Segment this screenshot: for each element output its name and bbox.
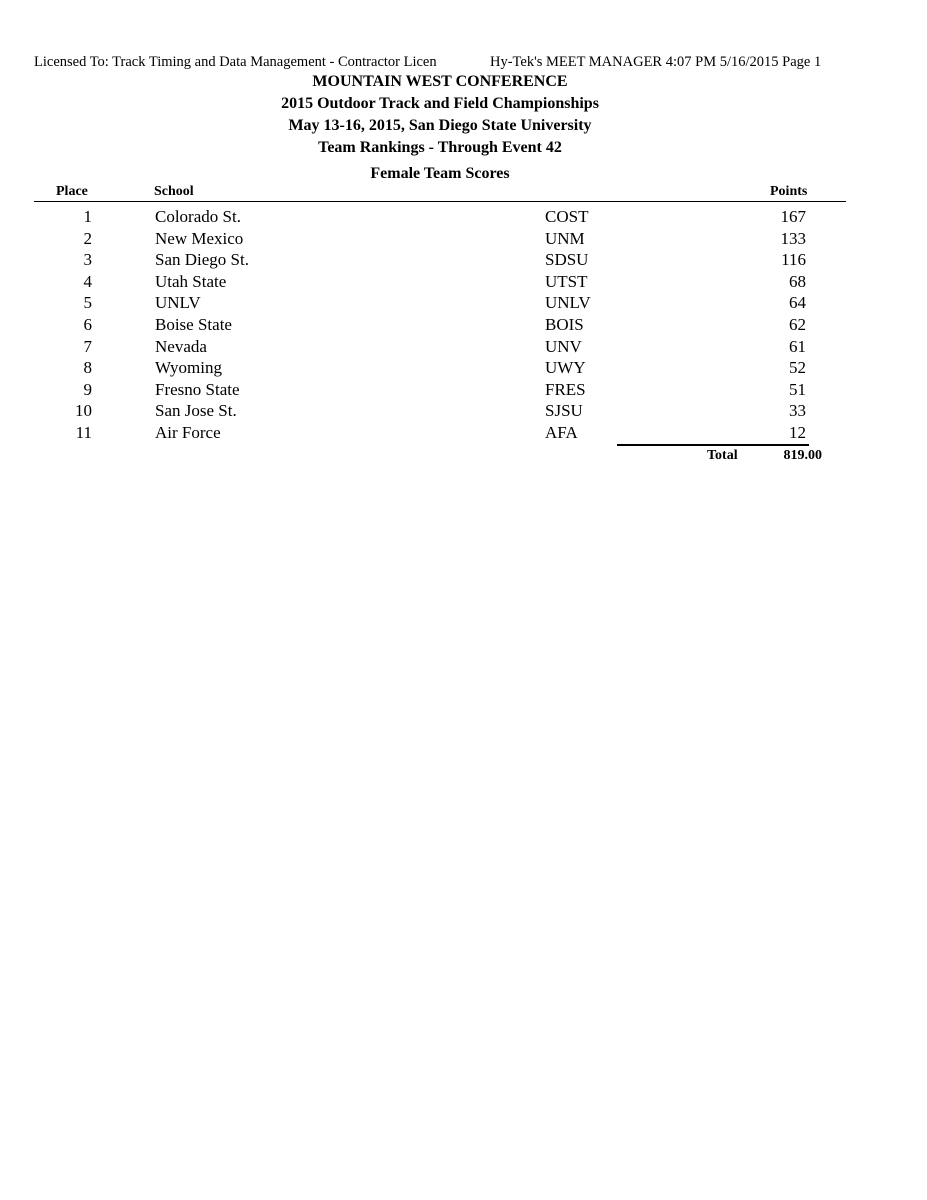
points-cell: 33 [789,401,806,421]
school-code-cell: BOIS [545,314,584,334]
table-row [0,250,927,272]
place-cell: 10 [75,401,92,421]
place-cell: 1 [83,207,92,226]
place-cell: 7 [83,336,92,356]
table-row [0,423,927,445]
table-row [0,337,927,359]
column-header-place: Place [56,184,88,199]
place-cell: 2 [83,228,92,248]
total-divider [617,444,809,446]
place-cell: 8 [83,358,92,378]
points-cell: 167 [780,207,806,226]
school-cell: Nevada [155,336,207,356]
meet-dates: May 13-16, 2015, San Diego State University [288,117,592,134]
column-header-school: School [154,184,194,199]
points-cell: 52 [789,358,806,378]
points-cell: 62 [789,314,806,334]
table-row [0,380,927,402]
place-cell: 9 [83,379,92,399]
place-cell: 4 [83,271,92,291]
total-label: Total [707,448,738,463]
place-cell: 5 [83,293,92,313]
school-code-cell: SDSU [545,250,589,270]
school-cell: San Jose St. [155,401,237,421]
points-cell: 116 [781,250,806,270]
school-cell: Air Force [155,422,221,442]
school-code-cell: SJSU [545,401,583,421]
table-row [0,293,927,315]
section-title: Female Team Scores [370,165,510,182]
place-cell: 3 [83,250,92,270]
points-cell: 68 [789,271,806,291]
total-value: 819.00 [783,448,822,463]
team-scores-table [0,207,927,445]
conference-title: MOUNTAIN WEST CONFERENCE [312,73,568,90]
school-cell: UNLV [155,293,201,313]
header-divider [34,201,846,202]
school-cell: Utah State [155,271,227,291]
school-code-cell: FRES [545,379,586,399]
school-cell: Wyoming [155,358,222,378]
table-row [0,272,927,294]
software-timestamp: Hy-Tek's MEET MANAGER 4:07 PM 5/16/2015 Page 1 [490,54,822,70]
table-row [0,229,927,251]
points-cell: 64 [789,293,806,313]
school-code-cell: UTST [545,271,588,291]
meet-title: 2015 Outdoor Track and Field Championships [281,95,599,112]
place-cell: 11 [75,422,92,442]
school-code-cell: UNV [545,336,582,356]
school-code-cell: COST [545,207,589,226]
school-code-cell: AFA [545,422,578,442]
table-row [0,207,927,229]
school-cell: Fresno State [155,379,240,399]
points-cell: 12 [789,422,806,442]
school-code-cell: UWY [545,358,586,378]
school-cell: San Diego St. [155,250,249,270]
school-code-cell: UNM [545,228,585,248]
license-text: Licensed To: Track Timing and Data Management - Contractor Licen [34,54,437,70]
table-row [0,315,927,337]
column-header-points: Points [770,184,808,199]
school-cell: New Mexico [155,228,244,248]
table-row [0,401,927,423]
table-row [0,358,927,380]
points-cell: 51 [789,379,806,399]
points-cell: 61 [789,336,806,356]
school-cell: Colorado St. [155,207,241,226]
place-cell: 6 [83,314,92,334]
report-title: Team Rankings - Through Event 42 [318,139,562,156]
school-code-cell: UNLV [545,293,591,313]
school-cell: Boise State [155,314,232,334]
points-cell: 133 [780,228,806,248]
